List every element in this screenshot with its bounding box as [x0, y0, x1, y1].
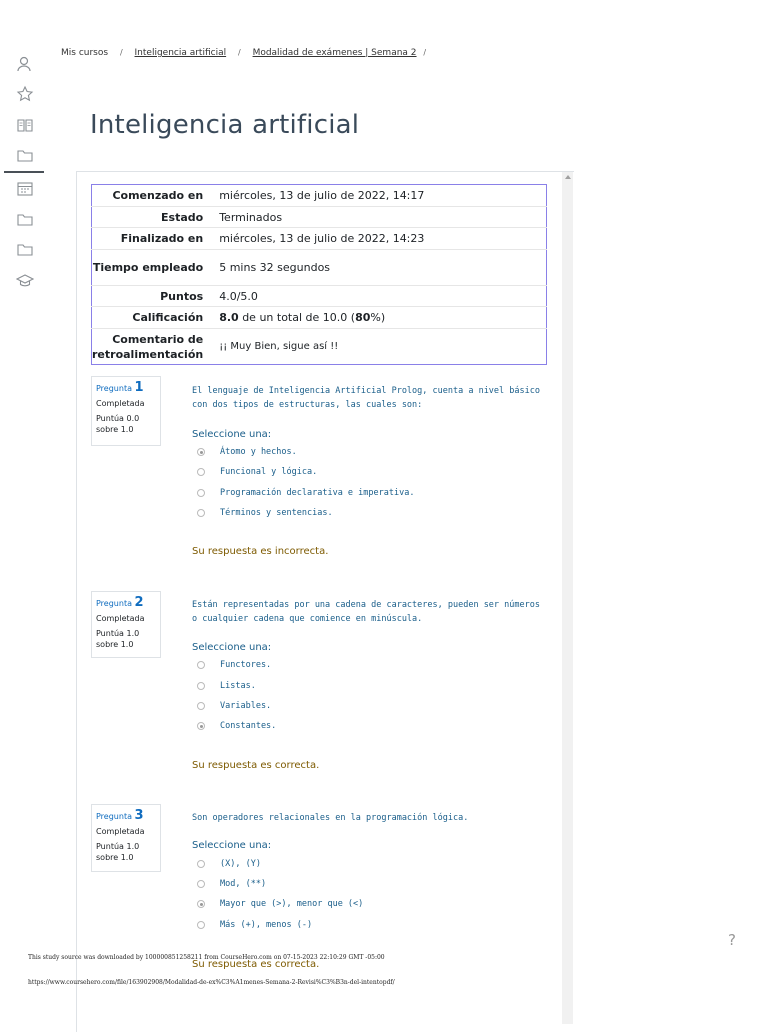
summary-value: 4.0/5.0	[213, 286, 546, 307]
summary-row	[92, 329, 547, 365]
summary-row	[92, 286, 547, 307]
question-state: Completada	[96, 827, 145, 836]
breadcrumb-separator: /	[119, 48, 123, 57]
radio[interactable]	[197, 702, 205, 710]
folder-icon[interactable]	[16, 241, 34, 259]
question-points	[96, 628, 156, 650]
summary-row	[92, 228, 547, 250]
radio[interactable]	[197, 509, 205, 517]
question-info-box	[91, 376, 161, 446]
scroll-up-arrow-icon[interactable]	[565, 175, 571, 179]
help-button[interactable]: ?	[728, 931, 736, 949]
points-scored: Puntúa 1.0	[96, 842, 140, 851]
summary-row	[92, 207, 547, 228]
question-info-box	[91, 804, 161, 872]
summary-row	[92, 307, 547, 329]
breadcrumb-exam[interactable]: Modalidad de exámenes | Semana 2	[252, 48, 417, 58]
option-label: Variables.	[220, 701, 272, 711]
radio[interactable]	[197, 661, 205, 669]
option-label: (X), (Y)	[220, 859, 261, 869]
question-info-box	[91, 591, 161, 658]
user-icon[interactable]	[16, 55, 34, 73]
points-scored: Puntúa 1.0	[96, 629, 140, 638]
question-feedback: Su respuesta es correcta.	[192, 760, 320, 771]
summary-value: miércoles, 13 de julio de 2022, 14:17	[219, 189, 425, 202]
page-title: Inteligencia artificial	[90, 110, 360, 140]
radio[interactable]	[197, 682, 205, 690]
summary-key: Comenzado en	[112, 189, 204, 202]
calendar-icon[interactable]	[16, 180, 34, 198]
question-number-value: 3	[134, 808, 144, 823]
question-points	[96, 413, 156, 435]
summary-key: Tiempo empleado	[92, 250, 214, 286]
breadcrumb-separator: /	[423, 48, 427, 57]
option-label: Functores.	[220, 660, 272, 670]
grade-percent: 80	[355, 311, 371, 324]
source-url: https://www.coursehero.com/file/163902908/Modalidad-de-ex%C3%A1menes-Semana-2-Revisi%C3%B3n-del-intentopdf/	[28, 979, 395, 986]
radio[interactable]	[197, 489, 205, 497]
question-text: Están representadas por una cadena de caracteres, pueden ser números o cualquier cadena que comience en minúscula.	[192, 600, 540, 624]
option-label: Programación declarativa e imperativa.	[220, 488, 415, 498]
summary-row	[92, 250, 547, 286]
summary-value: Terminados	[213, 207, 546, 228]
option-label: Átomo y hechos.	[220, 447, 297, 457]
summary-key: Estado	[92, 207, 214, 228]
summary-value: ¡¡ Muy Bien, sigue así !!	[213, 329, 546, 365]
summary-key: Puntos	[92, 286, 214, 307]
scrollbar[interactable]	[562, 172, 573, 1024]
book-icon[interactable]	[16, 116, 34, 134]
question-points	[96, 841, 156, 863]
question-state: Completada	[96, 399, 145, 408]
radio-selected[interactable]	[197, 448, 205, 456]
summary-key: Calificación	[92, 307, 214, 329]
question-number-value: 2	[134, 595, 144, 610]
option-label: Mayor que (>), menor que (<)	[220, 899, 364, 909]
graduation-cap-icon[interactable]	[16, 272, 34, 290]
question-text: El lenguaje de Inteligencia Artificial Prolog, cuenta a nivel básico con dos tipos de estructuras, las cuales son:	[192, 386, 540, 410]
sidebar-active-indicator	[4, 171, 44, 173]
option-label: Constantes.	[220, 721, 277, 731]
radio-selected[interactable]	[197, 722, 205, 730]
option-label: Más (+), menos (-)	[220, 920, 313, 930]
select-prompt: Seleccione una:	[192, 429, 272, 440]
breadcrumb	[61, 48, 435, 58]
grade-value: 8.0	[219, 311, 239, 324]
breadcrumb-separator: /	[237, 48, 241, 57]
question-number	[96, 808, 156, 823]
option-label: Términos y sentencias.	[220, 508, 333, 518]
breadcrumb-mis-cursos[interactable]: Mis cursos	[61, 48, 109, 58]
download-notice: This study source was downloaded by 100000851258211 from CourseHero.com on 07-15-2023 22:10:29 GMT -05:00	[28, 954, 385, 961]
question-label: Pregunta	[96, 599, 132, 608]
attempt-summary-table	[91, 184, 547, 365]
option-label: Mod, (**)	[220, 879, 267, 889]
grade-mid: de un total de 10.0 (	[238, 311, 356, 324]
points-max: sobre 1.0	[96, 425, 134, 434]
question-state: Completada	[96, 614, 145, 623]
folder-icon[interactable]	[16, 147, 34, 165]
question-feedback: Su respuesta es correcta.	[192, 959, 320, 970]
summary-key: Finalizado en	[92, 228, 214, 250]
question-label: Pregunta	[96, 812, 132, 821]
question-text: Son operadores relacionales en la programación lógica.	[192, 813, 469, 823]
question-number	[96, 380, 156, 395]
summary-row	[92, 185, 547, 207]
summary-value: miércoles, 13 de julio de 2022, 14:23	[213, 228, 546, 250]
summary-key: Comentario de retroalimentación	[92, 329, 214, 365]
breadcrumb-course[interactable]: Inteligencia artificial	[134, 48, 227, 58]
radio-selected[interactable]	[197, 900, 205, 908]
folder-icon[interactable]	[16, 211, 34, 229]
question-label: Pregunta	[96, 384, 132, 393]
question-feedback: Su respuesta es incorrecta.	[192, 546, 329, 557]
points-max: sobre 1.0	[96, 640, 134, 649]
option-label: Funcional y lógica.	[220, 467, 318, 477]
radio[interactable]	[197, 468, 205, 476]
grade-end: %)	[370, 311, 386, 324]
question-number-value: 1	[134, 380, 144, 395]
question-number	[96, 595, 156, 610]
summary-value	[213, 307, 546, 329]
points-max: sobre 1.0	[96, 853, 134, 862]
option-label: Listas.	[220, 681, 256, 691]
star-icon[interactable]	[16, 85, 34, 103]
summary-value: 5 mins 32 segundos	[213, 250, 546, 286]
radio[interactable]	[197, 880, 205, 888]
points-scored: Puntúa 0.0	[96, 414, 140, 423]
radio[interactable]	[197, 921, 205, 929]
radio[interactable]	[197, 860, 205, 868]
select-prompt: Seleccione una:	[192, 840, 272, 851]
select-prompt: Seleccione una:	[192, 642, 272, 653]
